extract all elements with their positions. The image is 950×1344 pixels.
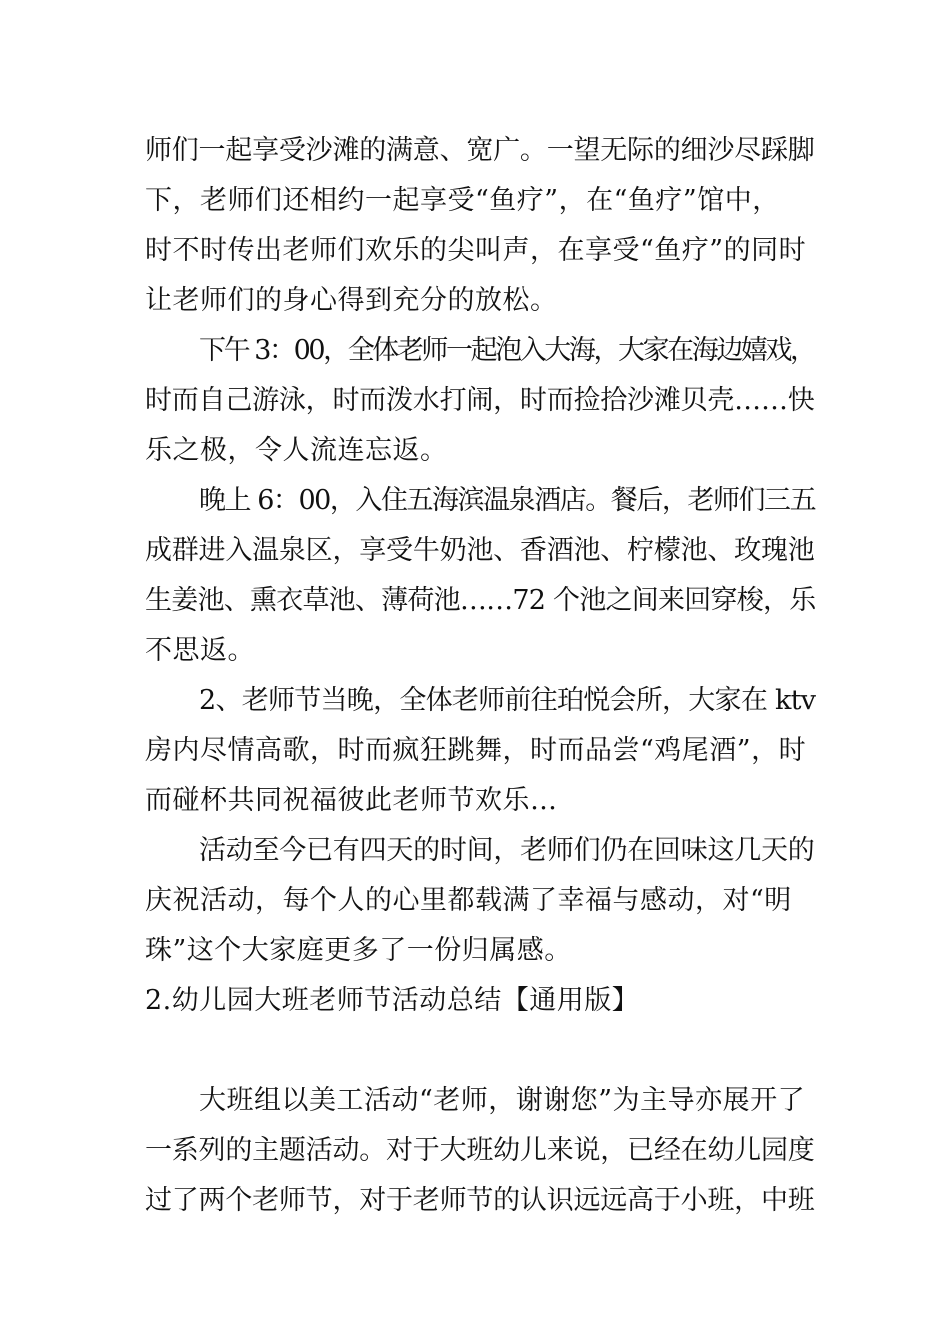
paragraph-line: 成群进入温泉区，享受牛奶池、香酒池、柠檬池、玫瑰池 bbox=[145, 535, 815, 566]
paragraph-line: 庆祝活动，每个人的心里都载满了幸福与感动，对“明 bbox=[145, 885, 792, 916]
paragraph-line: 珠”这个大家庭更多了一份归属感。 bbox=[145, 935, 572, 966]
paragraph-line: 2、老师节当晚，全体老师前往珀悦会所，大家在 ktv bbox=[199, 685, 816, 716]
paragraph-line: 下，老师们还相约一起享受“鱼疗”，在“鱼疗”馆中， bbox=[145, 185, 780, 216]
paragraph-line: 让老师们的身心得到充分的放松。 bbox=[145, 285, 558, 316]
paragraph-line: 乐之极，令人流连忘返。 bbox=[145, 435, 448, 466]
paragraph-line: 不思返。 bbox=[145, 635, 255, 666]
paragraph-line: 时而自己游泳，时而泼水打闹，时而捡拾沙滩贝壳……快 bbox=[145, 385, 815, 416]
paragraph-line: 师们一起享受沙滩的满意、宽广。一望无际的细沙尽踩脚 bbox=[145, 135, 815, 166]
paragraph-line: 大班组以美工活动“老师，谢谢您”为主导亦展开了 bbox=[199, 1085, 806, 1116]
paragraph-line: 下午 3：00，全体老师一起泡入大海，大家在海边嬉戏， bbox=[199, 335, 815, 366]
paragraph-line: 而碰杯共同祝福彼此老师节欢乐… bbox=[145, 785, 558, 816]
paragraph-line: 晚上 6：00，入住五海滨温泉酒店。餐后，老师们三五 bbox=[199, 485, 816, 516]
paragraph-line: 时不时传出老师们欢乐的尖叫声，在享受“鱼疗”的同时 bbox=[145, 235, 807, 266]
paragraph-line: 一系列的主题活动。对于大班幼儿来说，已经在幼儿园度 bbox=[145, 1135, 815, 1166]
paragraph-line: 房内尽情高歌，时而疯狂跳舞，时而品尝“鸡尾酒”，时 bbox=[145, 735, 807, 766]
paragraph-line: 活动至今已有四天的时间，老师们仍在回味这几天的 bbox=[199, 835, 815, 866]
section-heading: 2.幼儿园大班老师节活动总结【通用版】 bbox=[145, 985, 640, 1016]
paragraph-line: 生姜池、熏衣草池、薄荷池……72 个池之间来回穿梭，乐 bbox=[145, 585, 816, 616]
paragraph-line: 过了两个老师节，对于老师节的认识远远高于小班，中班 bbox=[145, 1185, 815, 1216]
